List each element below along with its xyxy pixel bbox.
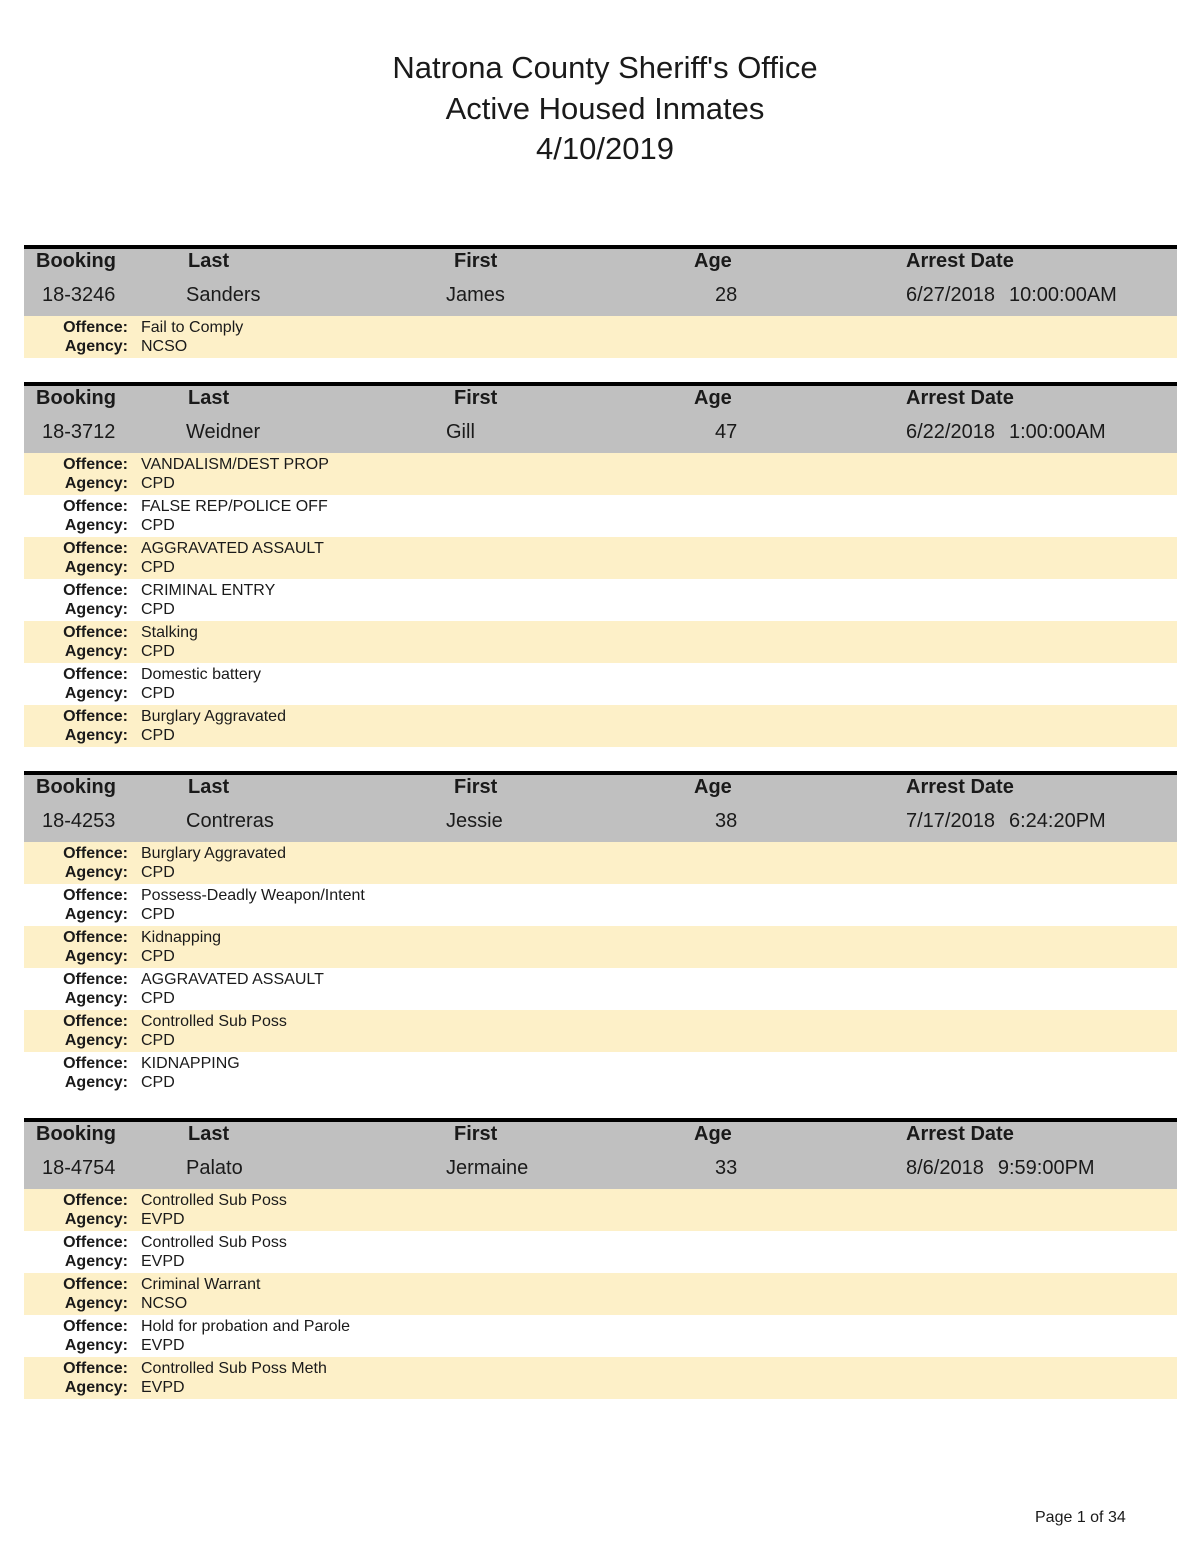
first-name: James: [446, 284, 505, 306]
offence-line: [24, 455, 1177, 474]
offence-label: Offence:: [63, 887, 128, 904]
arrest-date: 6/22/2018: [906, 421, 995, 443]
offence-value: Burglary Aggravated: [141, 845, 286, 862]
charge-row: [24, 579, 1177, 621]
last-name: Contreras: [186, 810, 274, 832]
agency-line: [24, 1210, 1177, 1229]
booking-label: Booking: [36, 387, 116, 409]
agency-label: Agency:: [64, 1337, 128, 1354]
offence-value: KIDNAPPING: [141, 1055, 240, 1072]
offence-line: [24, 1191, 1177, 1210]
offence-line: [24, 539, 1177, 558]
agency-label: Agency:: [64, 990, 128, 1007]
agency-label: Agency:: [64, 1074, 128, 1091]
agency-label: Agency:: [64, 864, 128, 881]
agency-line: [24, 684, 1177, 703]
record-header: [24, 382, 1177, 453]
last-name: Weidner: [186, 421, 261, 443]
charge-row: [24, 1010, 1177, 1052]
agency-line: [24, 1252, 1177, 1271]
arrest-date: 6/27/2018: [906, 284, 995, 306]
age-label: Age: [694, 776, 732, 798]
offence-value: Hold for probation and Parole: [141, 1318, 351, 1335]
offence-label: Offence:: [63, 1192, 128, 1209]
offence-line: [24, 665, 1177, 684]
agency-line: [24, 1073, 1177, 1092]
offence-label: Offence:: [63, 1055, 128, 1072]
agency-label: Agency:: [64, 1032, 128, 1049]
offence-value: Burglary Aggravated: [141, 708, 286, 725]
charge-row: [24, 705, 1177, 747]
agency-line: [24, 1336, 1177, 1355]
charge-row: [24, 537, 1177, 579]
charge-row: [24, 968, 1177, 1010]
age: 33: [715, 1157, 738, 1179]
agency-value: NCSO: [141, 338, 188, 355]
agency-label: Agency:: [64, 1379, 128, 1396]
arrest-time: 6:24:20PM: [1008, 810, 1106, 832]
arrest-date: 7/17/2018: [906, 810, 995, 832]
last-name: Sanders: [186, 284, 261, 306]
charge-row: [24, 316, 1177, 358]
offence-label: Offence:: [63, 540, 128, 557]
agency-label: Agency:: [64, 1295, 128, 1312]
offence-line: [24, 581, 1177, 600]
offence-value: Controlled Sub Poss Meth: [141, 1360, 327, 1377]
agency-value: CPD: [141, 948, 175, 965]
last-name-label: Last: [188, 776, 230, 798]
last-name: Palato: [186, 1157, 243, 1179]
record-header: [24, 771, 1177, 842]
agency-label: Agency:: [64, 559, 128, 576]
agency-value: CPD: [141, 517, 175, 534]
agency-label: Agency:: [64, 643, 128, 660]
offence-label: Offence:: [63, 1234, 128, 1251]
agency-value: CPD: [141, 906, 175, 923]
arrest-datetime: [906, 421, 1140, 444]
offence-label: Offence:: [63, 929, 128, 946]
offence-value: Possess-Deadly Weapon/Intent: [141, 887, 365, 904]
booking-label: Booking: [36, 250, 116, 272]
arrest-time: 1:00:00AM: [1008, 421, 1106, 443]
offence-label: Offence:: [63, 1013, 128, 1030]
offence-line: [24, 1359, 1177, 1378]
agency-label: Agency:: [64, 475, 128, 492]
offence-value: Domestic battery: [141, 666, 262, 683]
agency-value: NCSO: [141, 1295, 188, 1312]
arrest-datetime: [906, 1157, 1140, 1180]
offence-label: Offence:: [63, 845, 128, 862]
agency-value: EVPD: [141, 1337, 185, 1354]
offence-label: Offence:: [63, 624, 128, 641]
agency-label: Agency:: [64, 601, 128, 618]
first-name-label: First: [454, 1123, 498, 1145]
agency-label: Agency:: [64, 906, 128, 923]
agency-value: CPD: [141, 1074, 175, 1091]
arrest-time: 10:00:00AM: [1008, 284, 1117, 306]
charge-row: [24, 1189, 1177, 1231]
record-header: [24, 245, 1177, 316]
first-name: Jessie: [446, 810, 503, 832]
agency-label: Agency:: [64, 338, 128, 355]
agency-value: CPD: [141, 727, 175, 744]
agency-label: Agency:: [64, 1253, 128, 1270]
offence-line: [24, 623, 1177, 642]
agency-line: [24, 947, 1177, 966]
age-label: Age: [694, 250, 732, 272]
charge-row: [24, 926, 1177, 968]
age-label: Age: [694, 1123, 732, 1145]
agency-label: Agency:: [64, 1211, 128, 1228]
charge-row: [24, 621, 1177, 663]
agency-line: [24, 726, 1177, 745]
report-title: [0, 48, 1200, 170]
offence-line: [24, 1275, 1177, 1294]
booking-number: 18-4754: [42, 1157, 116, 1179]
agency-value: CPD: [141, 864, 175, 881]
offence-label: Offence:: [63, 1318, 128, 1335]
inmate-record: [24, 771, 1177, 1094]
agency-line: [24, 863, 1177, 882]
agency-value: EVPD: [141, 1379, 185, 1396]
first-name-label: First: [454, 776, 498, 798]
arrest-time: 9:59:00PM: [997, 1157, 1095, 1179]
agency-value: CPD: [141, 643, 175, 660]
agency-line: [24, 1294, 1177, 1313]
first-name-label: First: [454, 250, 498, 272]
agency-label: Agency:: [64, 948, 128, 965]
inmate-records: [24, 245, 1177, 1423]
offence-value: Criminal Warrant: [141, 1276, 261, 1293]
agency-line: [24, 337, 1177, 356]
offence-label: Offence:: [63, 1360, 128, 1377]
offence-value: Controlled Sub Poss: [141, 1234, 287, 1251]
offence-value: AGGRAVATED ASSAULT: [141, 540, 324, 557]
first-name-label: First: [454, 387, 498, 409]
inmate-record: [24, 1118, 1177, 1399]
offence-label: Offence:: [63, 498, 128, 515]
arrest-datetime: [906, 810, 1140, 833]
agency-value: CPD: [141, 990, 175, 1007]
agency-line: [24, 474, 1177, 493]
charge-row: [24, 1052, 1177, 1094]
charge-row: [24, 1273, 1177, 1315]
arrest-date: 8/6/2018: [906, 1157, 984, 1179]
offence-label: Offence:: [63, 582, 128, 599]
offence-value: AGGRAVATED ASSAULT: [141, 971, 324, 988]
first-name: Jermaine: [446, 1157, 529, 1179]
agency-label: Agency:: [64, 685, 128, 702]
inmate-record: [24, 245, 1177, 358]
agency-label: Agency:: [64, 517, 128, 534]
offence-label: Offence:: [63, 1276, 128, 1293]
agency-line: [24, 989, 1177, 1008]
charge-row: [24, 495, 1177, 537]
inmate-record: [24, 382, 1177, 747]
offence-line: [24, 1054, 1177, 1073]
booking-label: Booking: [36, 776, 116, 798]
agency-value: CPD: [141, 559, 175, 576]
charge-row: [24, 1357, 1177, 1399]
offence-value: CRIMINAL ENTRY: [141, 582, 276, 599]
arrest-date-label: Arrest Date: [906, 250, 1014, 272]
page-number: Page 1 of 34: [1035, 1509, 1126, 1526]
offence-line: [24, 928, 1177, 947]
charge-row: [24, 1315, 1177, 1357]
offence-line: [24, 970, 1177, 989]
agency-line: [24, 905, 1177, 924]
age-label: Age: [694, 387, 732, 409]
offence-line: [24, 844, 1177, 863]
agency-value: CPD: [141, 1032, 175, 1049]
offence-line: [24, 1012, 1177, 1031]
last-name-label: Last: [188, 250, 230, 272]
arrest-datetime: [906, 284, 1140, 307]
offence-label: Offence:: [63, 708, 128, 725]
booking-number: 18-3712: [42, 421, 116, 443]
agency-line: [24, 558, 1177, 577]
offence-value: VANDALISM/DEST PROP: [141, 456, 329, 473]
agency-value: EVPD: [141, 1211, 185, 1228]
charge-row: [24, 884, 1177, 926]
age: 28: [715, 284, 738, 306]
agency-line: [24, 1031, 1177, 1050]
agency-line: [24, 516, 1177, 535]
offence-line: [24, 707, 1177, 726]
agency-value: EVPD: [141, 1253, 185, 1270]
agency-line: [24, 642, 1177, 661]
charge-row: [24, 842, 1177, 884]
charge-row: [24, 663, 1177, 705]
offence-label: Offence:: [63, 666, 128, 683]
agency-value: CPD: [141, 685, 175, 702]
offence-line: [24, 318, 1177, 337]
offence-line: [24, 497, 1177, 516]
agency-value: CPD: [141, 475, 175, 492]
offence-value: Controlled Sub Poss: [141, 1013, 287, 1030]
last-name-label: Last: [188, 1123, 230, 1145]
offence-value: Fail to Comply: [141, 319, 244, 336]
arrest-date-label: Arrest Date: [906, 387, 1014, 409]
report-date: 4/10/2019: [536, 131, 674, 166]
charge-row: [24, 1231, 1177, 1273]
offence-label: Offence:: [63, 456, 128, 473]
offence-value: FALSE REP/POLICE OFF: [141, 498, 328, 515]
agency-value: CPD: [141, 601, 175, 618]
offence-line: [24, 1317, 1177, 1336]
arrest-date-label: Arrest Date: [906, 776, 1014, 798]
report-subtitle: Active Housed Inmates: [445, 90, 765, 126]
age: 38: [715, 810, 738, 832]
last-name-label: Last: [188, 387, 230, 409]
offence-label: Offence:: [63, 971, 128, 988]
agency-label: Agency:: [64, 727, 128, 744]
offence-line: [24, 1233, 1177, 1252]
report-agency: Natrona County Sheriff's Office: [392, 50, 818, 85]
agency-line: [24, 1378, 1177, 1397]
booking-number: 18-4253: [42, 810, 116, 832]
offence-value: Kidnapping: [141, 929, 222, 946]
arrest-date-label: Arrest Date: [906, 1123, 1014, 1145]
offence-value: Stalking: [141, 624, 198, 641]
offence-value: Controlled Sub Poss: [141, 1192, 287, 1209]
record-header: [24, 1118, 1177, 1189]
age: 47: [715, 421, 738, 443]
agency-line: [24, 600, 1177, 619]
first-name: Gill: [446, 421, 475, 443]
booking-number: 18-3246: [42, 284, 116, 306]
offence-line: [24, 886, 1177, 905]
offence-label: Offence:: [63, 319, 128, 336]
charge-row: [24, 453, 1177, 495]
booking-label: Booking: [36, 1123, 116, 1145]
